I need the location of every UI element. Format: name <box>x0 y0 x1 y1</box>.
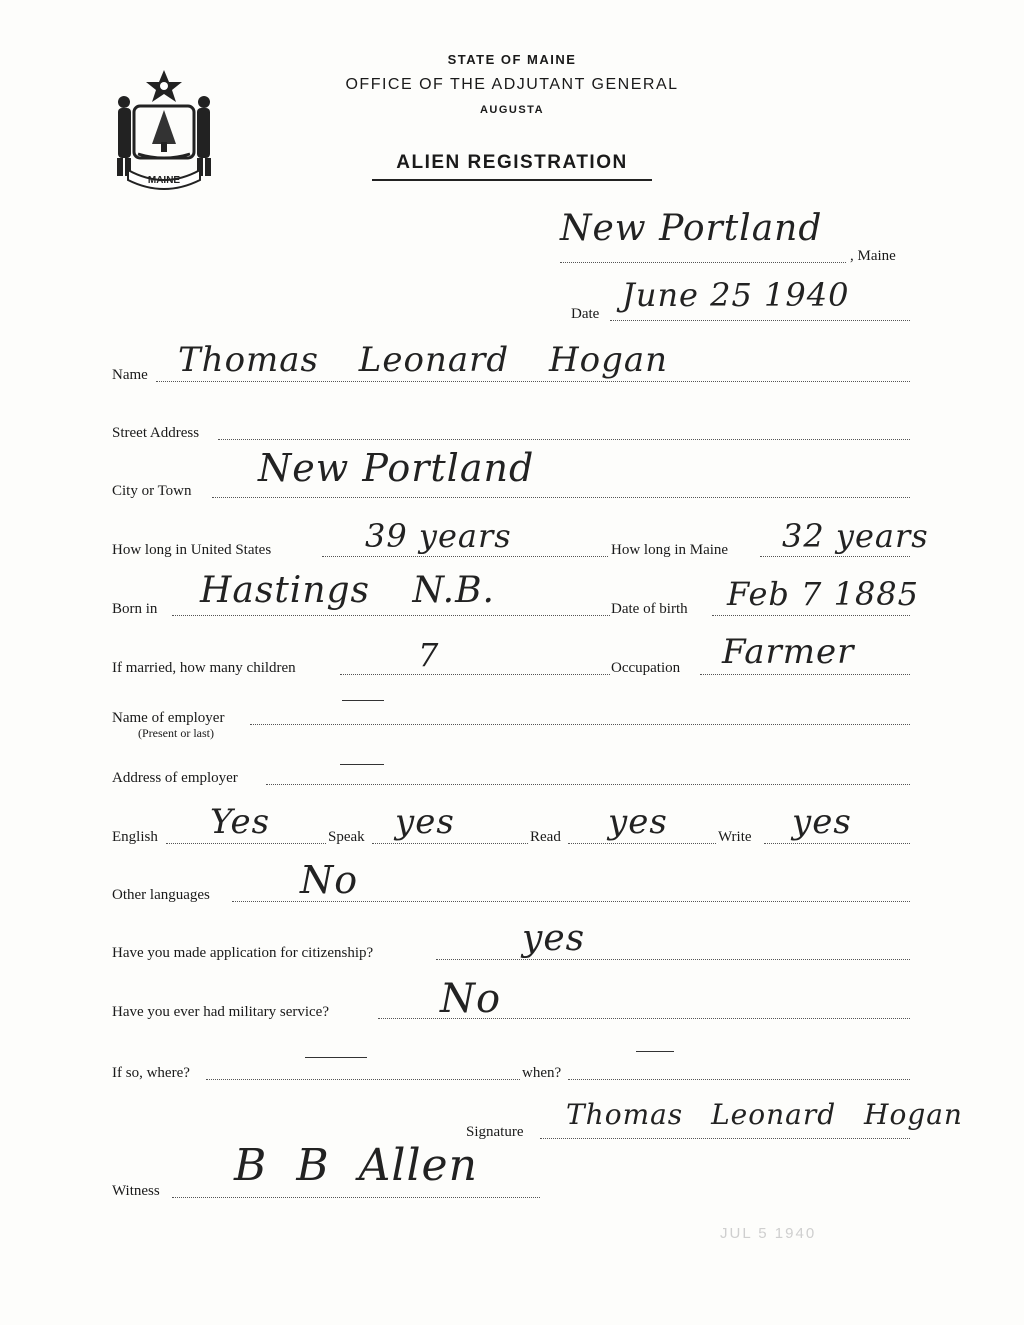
employer-address-line <box>266 784 910 785</box>
years-us-line <box>322 556 608 557</box>
speak-line <box>372 843 528 844</box>
received-stamp: JUL 5 1940 <box>720 1225 817 1242</box>
years-us-label: How long in United States <box>112 542 272 558</box>
title-underline <box>372 179 652 181</box>
children-label: If married, how many children <box>112 660 296 676</box>
military-label: Have you ever had military service? <box>112 1004 329 1020</box>
years-us-entry: 39 years <box>365 517 512 555</box>
birthplace-label: Born in <box>112 601 158 617</box>
employer-address-label: Address of employer <box>112 770 238 786</box>
maine-state-seal-icon <box>108 66 220 192</box>
english-entry: Yes <box>210 802 271 842</box>
write-entry: yes <box>792 802 852 842</box>
write-line <box>764 843 910 844</box>
street-address-line <box>218 439 910 440</box>
english-label: English <box>112 829 158 845</box>
citizenship-label: Have you made application for citizenship? <box>112 945 374 961</box>
when-dash <box>636 1051 674 1052</box>
witness-entry: B B Allen <box>234 1140 478 1191</box>
witness-label: Witness <box>112 1183 160 1199</box>
citizenship-entry: yes <box>522 918 586 959</box>
where-line <box>206 1079 520 1080</box>
date-entry: June 25 1940 <box>622 276 850 314</box>
read-label: Read <box>530 829 561 845</box>
where-dash <box>305 1057 367 1058</box>
write-label: Write <box>718 829 752 845</box>
city-line <box>212 497 910 498</box>
occupation-line <box>700 674 910 675</box>
other-languages-entry: No <box>300 858 359 902</box>
employer-note: (Present or last) <box>138 726 214 740</box>
form-title: ALIEN REGISTRATION <box>396 152 628 173</box>
witness-line <box>172 1197 540 1198</box>
years-maine-line <box>760 556 910 557</box>
when-label: when? <box>522 1065 562 1081</box>
years-maine-label: How long in Maine <box>611 542 729 558</box>
city-label: City or Town <box>112 483 192 499</box>
birthplace-entry: Hastings N.B. <box>200 570 495 611</box>
name-line <box>156 381 910 382</box>
children-entry: 7 <box>418 636 440 674</box>
citizenship-line <box>436 959 910 960</box>
signature-label: Signature <box>466 1124 524 1140</box>
speak-entry: yes <box>395 802 455 842</box>
occupation-entry: Farmer <box>722 632 855 672</box>
street-address-label: Street Address <box>112 425 200 441</box>
town-line <box>560 262 846 263</box>
signature-line <box>540 1138 910 1139</box>
children-line <box>340 674 610 675</box>
employer-dash <box>342 700 384 701</box>
speak-label: Speak <box>328 829 365 845</box>
date-label: Date <box>571 306 600 322</box>
employer-line <box>250 724 910 725</box>
military-entry: No <box>440 976 502 1022</box>
seal-banner-text: MAINE <box>147 175 181 186</box>
name-label: Name <box>112 367 148 383</box>
where-label: If so, where? <box>112 1065 190 1081</box>
state-heading: STATE OF MAINE <box>447 52 577 67</box>
date-line <box>610 320 910 321</box>
english-line <box>166 843 326 844</box>
read-entry: yes <box>608 802 668 842</box>
name-entry: Thomas Leonard Hogan <box>178 340 669 380</box>
dob-label: Date of birth <box>611 601 688 617</box>
town-suffix-label: , Maine <box>850 248 896 264</box>
employer-address-dash <box>340 764 384 765</box>
city-heading: AUGUSTA <box>479 104 545 116</box>
signature-entry: Thomas Leonard Hogan <box>566 1098 963 1131</box>
years-maine-entry: 32 years <box>782 517 929 555</box>
dob-line <box>712 615 910 616</box>
occupation-label: Occupation <box>611 660 681 676</box>
birthplace-line <box>172 615 610 616</box>
town-entry: New Portland <box>560 208 823 249</box>
city-entry: New Portland <box>258 446 535 490</box>
when-line <box>568 1079 910 1080</box>
dob-entry: Feb 7 1885 <box>727 575 920 613</box>
employer-label: Name of employer <box>112 710 225 726</box>
other-languages-label: Other languages <box>112 887 210 903</box>
office-heading: OFFICE OF THE ADJUTANT GENERAL <box>345 76 679 93</box>
read-line <box>568 843 716 844</box>
